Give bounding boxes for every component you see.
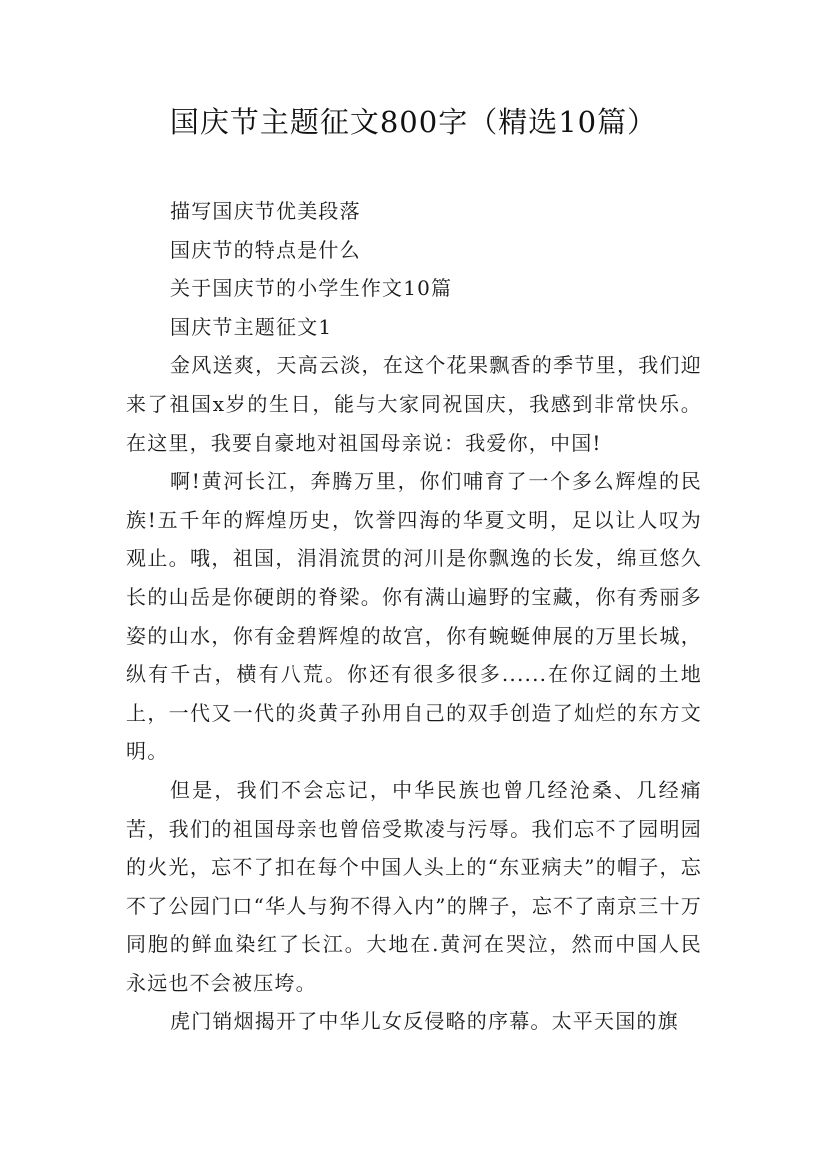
paragraph: 虎门销烟揭开了中华儿女反侵略的序幕。太平天国的旗 (170, 1009, 679, 1034)
paragraph: 金风送爽，天高云淡，在这个花果飘香的季节里，我们迎来了祖国x岁的生日，能与大家同祝国庆，我感到非常快乐。在这里，我要自豪地对祖国母亲说：我爱你，中国! (126, 353, 702, 455)
toc-item: 描写国庆节优美段落 (170, 199, 361, 223)
toc-item: 国庆节的特点是什么 (170, 237, 361, 262)
toc-item: 国庆节主题征文1 (170, 314, 333, 339)
toc-item: 关于国庆节的小学生作文10篇 (170, 276, 453, 301)
paragraph: 啊!黄河长江，奔腾万里，你们哺育了一个多么辉煌的民族!五千年的辉煌历史，饮誉四海的华夏文明，足以让人叹为观止。哦，祖国，涓涓流贯的河川是你飘逸的长发，绵亘悠久长的山岳是你硬朗的脊梁。你有满山遍野的宝藏，你有秀丽多姿的山水，你有金碧辉煌的故宫，你有蜿蜒伸展的万里长城，纵有千古，横有八荒。你还有很多很多......在你辽阔的土地上，一代又一代的炎黄子孙用自己的双手创造了灿烂的东方文明。 (126, 469, 702, 764)
document-body (126, 192, 702, 1041)
paragraph: 但是，我们不会忘记，中华民族也曾几经沧桑、几经痛苦，我们的祖国母亲也曾倍受欺凌与污辱。我们忘不了园明园的火光，忘不了扣在每个中国人头上的“东亚病夫”的帽子，忘不了公园门口“华人与狗不得入内”的牌子，忘不了南京三十万同胞的鲜血染红了长江。大地在.黄河在哭泣，然而中国人民永远也不会被压垮。 (126, 777, 702, 995)
document-title: 国庆节主题征文800字（精选10篇） (169, 105, 658, 139)
